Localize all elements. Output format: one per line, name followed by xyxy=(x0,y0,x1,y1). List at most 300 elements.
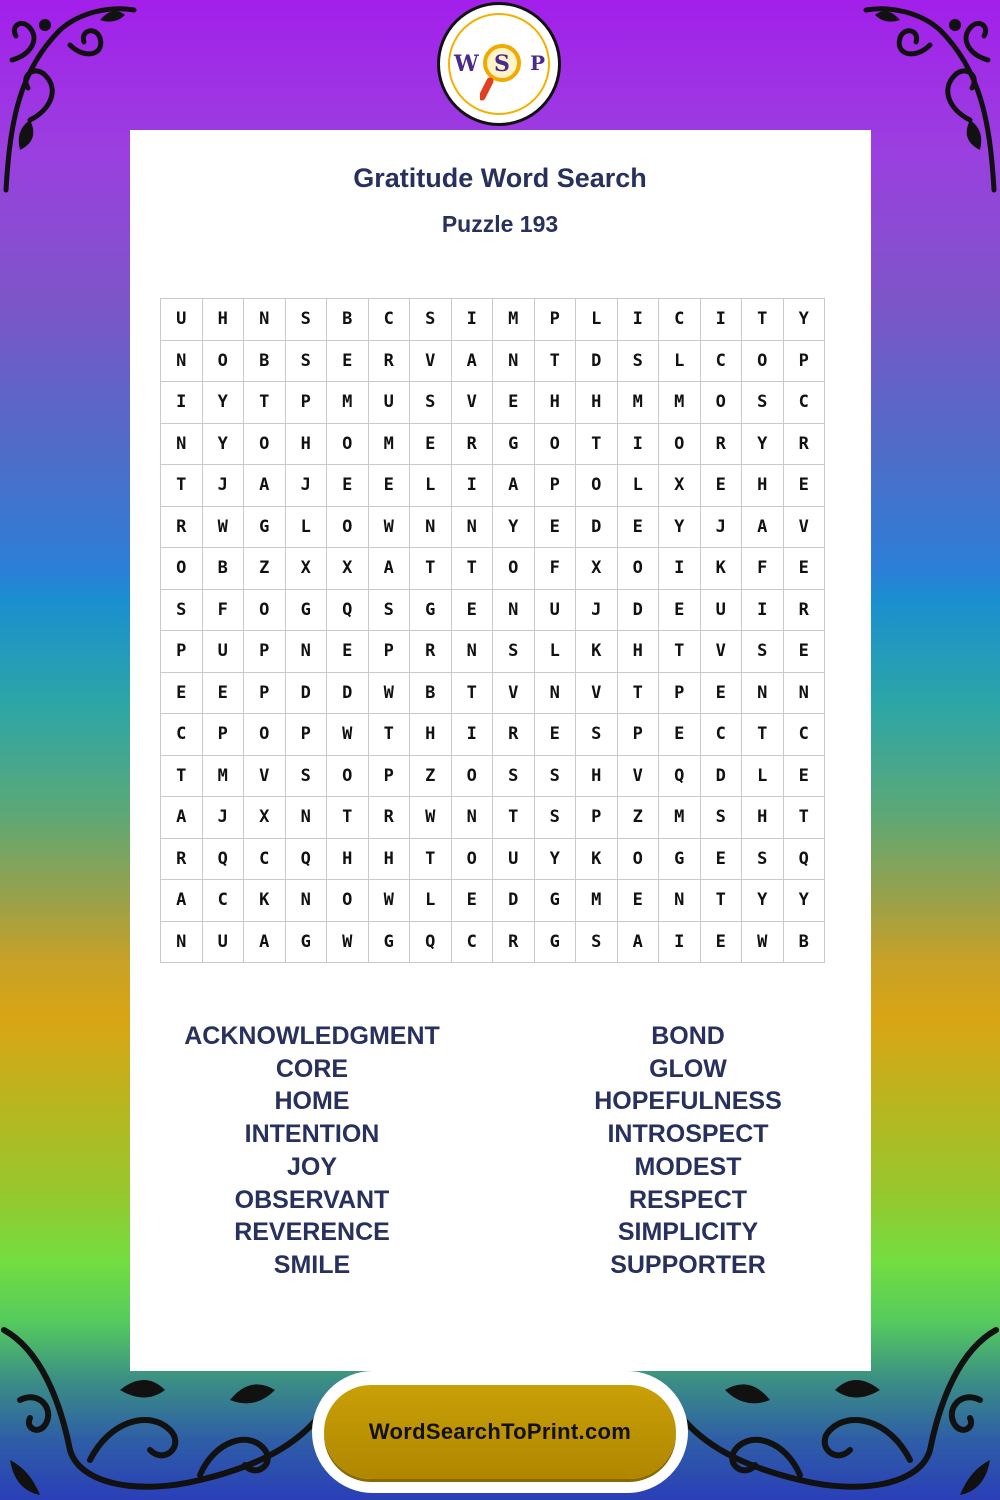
grid-cell[interactable]: U xyxy=(368,382,410,424)
grid-cell[interactable]: R xyxy=(368,797,410,839)
grid-cell[interactable]: J xyxy=(202,797,244,839)
grid-cell[interactable]: T xyxy=(493,797,535,839)
grid-cell[interactable]: Y xyxy=(202,423,244,465)
grid-cell[interactable]: E xyxy=(327,340,369,382)
grid-cell[interactable]: A xyxy=(493,465,535,507)
grid-cell[interactable]: S xyxy=(534,797,576,839)
grid-cell[interactable]: G xyxy=(534,921,576,963)
grid-cell[interactable]: T xyxy=(410,548,452,590)
grid-cell[interactable]: P xyxy=(202,714,244,756)
grid-cell[interactable]: T xyxy=(783,797,825,839)
grid-cell[interactable]: E xyxy=(368,465,410,507)
site-link-button[interactable] xyxy=(324,1385,676,1479)
grid-row xyxy=(161,506,825,548)
grid-cell[interactable]: C xyxy=(202,880,244,922)
logo-letter-w: W xyxy=(454,51,479,77)
grid-cell[interactable]: X xyxy=(285,548,327,590)
grid-cell[interactable]: V xyxy=(244,755,286,797)
grid-cell[interactable]: E xyxy=(659,589,701,631)
grid-row xyxy=(161,838,825,880)
grid-cell[interactable]: Y xyxy=(493,506,535,548)
grid-cell[interactable]: S xyxy=(285,340,327,382)
grid-cell[interactable]: G xyxy=(244,506,286,548)
grid-cell[interactable]: P xyxy=(368,755,410,797)
grid-cell[interactable]: M xyxy=(202,755,244,797)
grid-cell[interactable]: F xyxy=(202,589,244,631)
grid-cell[interactable]: L xyxy=(617,465,659,507)
grid-cell[interactable]: I xyxy=(742,589,784,631)
grid-cell[interactable]: X xyxy=(327,548,369,590)
grid-cell[interactable]: M xyxy=(368,423,410,465)
grid-cell[interactable]: O xyxy=(700,382,742,424)
grid-cell[interactable]: E xyxy=(617,506,659,548)
grid-cell[interactable]: G xyxy=(493,423,535,465)
grid-cell[interactable]: E xyxy=(783,631,825,673)
grid-cell[interactable]: N xyxy=(742,672,784,714)
grid-cell[interactable]: A xyxy=(742,506,784,548)
word-list-item: HOME xyxy=(274,1087,350,1116)
grid-cell[interactable]: O xyxy=(327,755,369,797)
grid-cell[interactable]: I xyxy=(700,299,742,341)
grid-cell[interactable]: E xyxy=(327,465,369,507)
grid-cell[interactable]: A xyxy=(244,921,286,963)
grid-cell[interactable]: N xyxy=(285,797,327,839)
grid-cell[interactable]: S xyxy=(493,755,535,797)
word-list-item: HOPEFULNESS xyxy=(594,1087,782,1116)
grid-cell[interactable]: P xyxy=(534,299,576,341)
page-title: Gratitude Word Search xyxy=(353,163,647,193)
grid-cell[interactable]: B xyxy=(410,672,452,714)
grid-cell[interactable]: K xyxy=(244,880,286,922)
grid-cell[interactable]: O xyxy=(327,506,369,548)
grid-cell[interactable]: P xyxy=(368,631,410,673)
grid-cell[interactable]: W xyxy=(742,921,784,963)
grid-cell[interactable]: T xyxy=(617,672,659,714)
grid-cell[interactable]: V xyxy=(700,631,742,673)
puzzle-number: Puzzle 193 xyxy=(441,211,559,237)
grid-cell[interactable]: O xyxy=(244,714,286,756)
word-list-item: JOY xyxy=(286,1152,338,1181)
grid-cell[interactable]: M xyxy=(659,797,701,839)
grid-cell[interactable]: S xyxy=(742,838,784,880)
grid-cell[interactable]: W xyxy=(368,506,410,548)
grid-row xyxy=(161,548,825,590)
grid-cell[interactable]: A xyxy=(161,880,203,922)
grid-cell[interactable]: P xyxy=(659,672,701,714)
grid-cell[interactable]: B xyxy=(327,299,369,341)
grid-cell[interactable]: N xyxy=(783,672,825,714)
grid-cell[interactable]: M xyxy=(576,880,618,922)
grid-cell[interactable]: Y xyxy=(742,423,784,465)
grid-cell[interactable]: J xyxy=(285,465,327,507)
grid-cell[interactable]: S xyxy=(534,755,576,797)
grid-cell[interactable]: A xyxy=(617,921,659,963)
grid-cell[interactable]: O xyxy=(327,423,369,465)
grid-cell[interactable]: M xyxy=(493,299,535,341)
grid-cell[interactable]: S xyxy=(285,299,327,341)
grid-cell[interactable]: E xyxy=(617,880,659,922)
grid-cell[interactable]: V xyxy=(451,382,493,424)
grid-cell[interactable]: L xyxy=(285,506,327,548)
grid-cell[interactable]: J xyxy=(576,589,618,631)
grid-cell[interactable]: P xyxy=(244,672,286,714)
grid-cell[interactable]: C xyxy=(161,714,203,756)
grid-cell[interactable]: L xyxy=(410,880,452,922)
grid-row xyxy=(161,465,825,507)
word-list-item: BOND xyxy=(651,1022,725,1050)
grid-cell[interactable]: W xyxy=(327,921,369,963)
grid-cell[interactable]: H xyxy=(742,797,784,839)
grid-cell[interactable]: P xyxy=(161,631,203,673)
grid-cell[interactable]: G xyxy=(285,589,327,631)
grid-cell[interactable]: E xyxy=(451,880,493,922)
grid-cell[interactable]: P xyxy=(576,797,618,839)
grid-cell[interactable]: Y xyxy=(783,880,825,922)
grid-cell[interactable]: O xyxy=(327,880,369,922)
grid-cell[interactable]: E xyxy=(700,465,742,507)
grid-cell[interactable]: H xyxy=(576,755,618,797)
grid-cell[interactable]: T xyxy=(659,631,701,673)
word-list-item: OBSERVANT xyxy=(234,1185,390,1214)
grid-cell[interactable]: Y xyxy=(742,880,784,922)
grid-cell[interactable]: S xyxy=(285,755,327,797)
word-list-item: SIMPLICITY xyxy=(617,1218,759,1247)
grid-cell[interactable]: E xyxy=(783,755,825,797)
grid-cell[interactable]: F xyxy=(534,548,576,590)
grid-cell[interactable]: L xyxy=(659,340,701,382)
grid-cell[interactable]: D xyxy=(617,589,659,631)
word-list-item: ACKNOWLEDGMENT xyxy=(184,1022,440,1050)
grid-cell[interactable]: N xyxy=(285,631,327,673)
grid-cell[interactable]: I xyxy=(617,299,659,341)
grid-cell[interactable]: T xyxy=(327,797,369,839)
grid-cell[interactable]: V xyxy=(783,506,825,548)
grid-cell[interactable]: E xyxy=(202,672,244,714)
grid-cell[interactable]: M xyxy=(659,382,701,424)
grid-cell[interactable]: G xyxy=(285,921,327,963)
grid-cell[interactable]: T xyxy=(742,714,784,756)
grid-cell[interactable]: R xyxy=(493,921,535,963)
grid-cell[interactable]: N xyxy=(410,506,452,548)
grid-cell[interactable]: O xyxy=(161,548,203,590)
grid-row xyxy=(161,423,825,465)
grid-cell[interactable]: U xyxy=(202,631,244,673)
grid-cell[interactable]: U xyxy=(700,589,742,631)
grid-cell[interactable]: O xyxy=(493,548,535,590)
grid-cell[interactable]: J xyxy=(202,465,244,507)
grid-cell[interactable]: T xyxy=(451,672,493,714)
grid-cell[interactable]: C xyxy=(700,714,742,756)
grid-cell[interactable]: R xyxy=(161,506,203,548)
word-list-item: MODEST xyxy=(634,1152,742,1181)
grid-cell[interactable]: L xyxy=(742,755,784,797)
grid-cell[interactable]: N xyxy=(161,921,203,963)
grid-cell[interactable]: T xyxy=(534,340,576,382)
grid-cell[interactable]: E xyxy=(161,672,203,714)
grid-cell[interactable]: N xyxy=(451,506,493,548)
grid-cell[interactable]: I xyxy=(659,548,701,590)
grid-cell[interactable]: G xyxy=(659,838,701,880)
grid-cell[interactable]: H xyxy=(410,714,452,756)
grid-cell[interactable]: F xyxy=(742,548,784,590)
grid-cell[interactable]: T xyxy=(742,299,784,341)
grid-row xyxy=(161,299,825,341)
grid-cell[interactable]: E xyxy=(783,465,825,507)
grid-cell[interactable]: P xyxy=(285,714,327,756)
grid-cell[interactable]: S xyxy=(700,797,742,839)
grid-row xyxy=(161,797,825,839)
grid-cell[interactable]: V xyxy=(617,755,659,797)
grid-cell[interactable]: I xyxy=(161,382,203,424)
grid-cell[interactable]: E xyxy=(327,631,369,673)
grid-cell[interactable]: H xyxy=(617,631,659,673)
grid-cell[interactable]: W xyxy=(327,714,369,756)
grid-cell[interactable]: C xyxy=(700,340,742,382)
grid-cell[interactable]: R xyxy=(161,838,203,880)
grid-cell[interactable]: K xyxy=(700,548,742,590)
grid-cell[interactable]: A xyxy=(161,797,203,839)
grid-cell[interactable]: S xyxy=(161,589,203,631)
grid-cell[interactable]: P xyxy=(783,340,825,382)
grid-cell[interactable]: S xyxy=(410,299,452,341)
grid-cell[interactable]: I xyxy=(659,921,701,963)
grid-cell[interactable]: B xyxy=(202,548,244,590)
grid-cell[interactable]: T xyxy=(576,423,618,465)
grid-cell[interactable]: X xyxy=(659,465,701,507)
grid-cell[interactable]: N xyxy=(244,299,286,341)
grid-cell[interactable]: N xyxy=(161,340,203,382)
grid-cell[interactable]: D xyxy=(285,672,327,714)
grid-cell[interactable]: T xyxy=(700,880,742,922)
grid-cell[interactable]: T xyxy=(368,714,410,756)
grid-cell[interactable]: C xyxy=(659,299,701,341)
grid-cell[interactable]: Y xyxy=(534,838,576,880)
grid-cell[interactable]: A xyxy=(244,465,286,507)
grid-cell[interactable]: Z xyxy=(410,755,452,797)
grid-cell[interactable]: O xyxy=(534,423,576,465)
grid-row xyxy=(161,880,825,922)
grid-cell[interactable]: N xyxy=(534,672,576,714)
grid-cell[interactable]: E xyxy=(700,672,742,714)
grid-cell[interactable]: K xyxy=(576,838,618,880)
word-list-item: SMILE xyxy=(273,1250,351,1279)
grid-cell[interactable]: N xyxy=(451,631,493,673)
grid-cell[interactable]: S xyxy=(410,382,452,424)
grid-cell[interactable]: S xyxy=(368,589,410,631)
grid-cell[interactable]: O xyxy=(617,838,659,880)
grid-cell[interactable]: C xyxy=(451,921,493,963)
grid-cell[interactable]: R xyxy=(783,589,825,631)
grid-cell[interactable]: D xyxy=(576,506,618,548)
grid-cell[interactable]: N xyxy=(285,880,327,922)
grid-row xyxy=(161,921,825,963)
grid-cell[interactable]: O xyxy=(576,465,618,507)
grid-cell[interactable]: D xyxy=(576,340,618,382)
grid-cell[interactable]: E xyxy=(700,838,742,880)
grid-cell[interactable]: N xyxy=(493,340,535,382)
grid-row xyxy=(161,631,825,673)
grid-cell[interactable]: S xyxy=(493,631,535,673)
grid-cell[interactable]: U xyxy=(161,299,203,341)
grid-cell[interactable]: Q xyxy=(327,589,369,631)
grid-row xyxy=(161,589,825,631)
grid-cell[interactable]: E xyxy=(783,548,825,590)
grid-cell[interactable]: D xyxy=(700,755,742,797)
grid-cell[interactable]: Y xyxy=(202,382,244,424)
grid-cell[interactable]: O xyxy=(202,340,244,382)
grid-cell[interactable]: R xyxy=(410,631,452,673)
grid-cell[interactable]: B xyxy=(783,921,825,963)
grid-cell[interactable]: N xyxy=(659,880,701,922)
grid-cell[interactable]: R xyxy=(368,340,410,382)
grid-cell[interactable]: O xyxy=(451,755,493,797)
grid-cell[interactable]: N xyxy=(451,797,493,839)
grid-cell[interactable]: H xyxy=(368,838,410,880)
grid-row xyxy=(161,672,825,714)
grid-cell[interactable]: O xyxy=(659,423,701,465)
grid-cell[interactable]: E xyxy=(410,423,452,465)
site-link-label: WordSearchToPrint.com xyxy=(368,1419,632,1444)
grid-cell[interactable]: T xyxy=(410,838,452,880)
grid-cell[interactable]: W xyxy=(410,797,452,839)
grid-cell[interactable]: V xyxy=(410,340,452,382)
grid-cell[interactable]: G xyxy=(410,589,452,631)
grid-cell[interactable]: O xyxy=(617,548,659,590)
word-list-left xyxy=(152,1020,472,1282)
grid-cell[interactable]: U xyxy=(202,921,244,963)
word-list-item: GLOW xyxy=(649,1054,727,1083)
grid-cell[interactable]: V xyxy=(576,672,618,714)
grid-cell[interactable]: D xyxy=(327,672,369,714)
grid-cell[interactable]: S xyxy=(617,340,659,382)
grid-row xyxy=(161,714,825,756)
grid-row xyxy=(161,755,825,797)
grid-cell[interactable]: K xyxy=(576,631,618,673)
grid-cell[interactable]: X xyxy=(576,548,618,590)
grid-cell[interactable]: J xyxy=(700,506,742,548)
grid-cell[interactable]: A xyxy=(368,548,410,590)
grid-cell[interactable]: M xyxy=(617,382,659,424)
grid-cell[interactable]: E xyxy=(700,921,742,963)
grid-cell[interactable]: S xyxy=(576,714,618,756)
grid-cell[interactable]: A xyxy=(451,340,493,382)
grid-cell[interactable]: R xyxy=(783,423,825,465)
grid-cell[interactable]: W xyxy=(368,672,410,714)
grid-cell[interactable]: G xyxy=(368,921,410,963)
grid-cell[interactable]: E xyxy=(534,506,576,548)
grid-row xyxy=(161,382,825,424)
grid-cell[interactable]: N xyxy=(493,589,535,631)
grid-cell[interactable]: Z xyxy=(244,548,286,590)
grid-cell[interactable]: H xyxy=(327,838,369,880)
grid-cell[interactable]: L xyxy=(410,465,452,507)
grid-cell[interactable]: E xyxy=(534,714,576,756)
grid-cell[interactable]: P xyxy=(285,382,327,424)
grid-cell[interactable]: W xyxy=(368,880,410,922)
grid-cell[interactable]: O xyxy=(244,423,286,465)
grid-cell[interactable]: R xyxy=(451,423,493,465)
grid-cell[interactable]: R xyxy=(700,423,742,465)
grid-cell[interactable]: N xyxy=(161,423,203,465)
grid-cell[interactable]: U xyxy=(534,589,576,631)
grid-cell[interactable]: Z xyxy=(617,797,659,839)
word-list-item: RESPECT xyxy=(628,1185,748,1214)
grid-cell[interactable]: H xyxy=(742,465,784,507)
grid-cell[interactable]: Q xyxy=(783,838,825,880)
grid-cell[interactable]: X xyxy=(244,797,286,839)
grid-cell[interactable]: E xyxy=(659,714,701,756)
grid-cell[interactable]: B xyxy=(244,340,286,382)
logo-letter-p: P xyxy=(530,51,546,75)
grid-cell[interactable]: S xyxy=(576,921,618,963)
grid-cell[interactable]: L xyxy=(534,631,576,673)
grid-cell[interactable]: S xyxy=(742,631,784,673)
grid-cell[interactable]: O xyxy=(742,340,784,382)
grid-cell[interactable]: M xyxy=(327,382,369,424)
grid-cell[interactable]: Q xyxy=(410,921,452,963)
grid-cell[interactable]: Y xyxy=(783,299,825,341)
grid-cell[interactable]: P xyxy=(617,714,659,756)
grid-cell[interactable]: E xyxy=(493,382,535,424)
grid-cell[interactable]: H xyxy=(576,382,618,424)
grid-cell[interactable]: P xyxy=(534,465,576,507)
grid-cell[interactable]: C xyxy=(244,838,286,880)
grid-cell[interactable]: H xyxy=(202,299,244,341)
word-list-item: INTROSPECT xyxy=(607,1120,769,1149)
grid-cell[interactable]: Q xyxy=(285,838,327,880)
grid-cell[interactable]: H xyxy=(534,382,576,424)
grid-cell[interactable]: O xyxy=(244,589,286,631)
grid-cell[interactable]: C xyxy=(368,299,410,341)
grid-cell[interactable]: T xyxy=(161,755,203,797)
site-badge xyxy=(312,1371,688,1493)
word-list-item: SUPPORTER xyxy=(610,1250,766,1279)
grid-cell[interactable]: V xyxy=(493,672,535,714)
grid-cell[interactable]: W xyxy=(202,506,244,548)
grid-cell[interactable]: I xyxy=(451,714,493,756)
grid-cell[interactable]: R xyxy=(493,714,535,756)
word-list-right xyxy=(528,1020,848,1282)
word-list-item: REVERENCE xyxy=(234,1218,390,1247)
grid-cell[interactable]: I xyxy=(451,299,493,341)
grid-cell[interactable]: O xyxy=(451,838,493,880)
grid-cell[interactable]: C xyxy=(783,714,825,756)
grid-cell[interactable]: P xyxy=(244,631,286,673)
grid-cell[interactable]: D xyxy=(493,880,535,922)
grid-cell[interactable]: I xyxy=(451,465,493,507)
grid-cell[interactable]: E xyxy=(451,589,493,631)
grid-cell[interactable]: I xyxy=(617,423,659,465)
grid-cell[interactable]: C xyxy=(783,382,825,424)
grid-cell[interactable]: S xyxy=(742,382,784,424)
grid-cell[interactable]: T xyxy=(451,548,493,590)
word-list-item: INTENTION xyxy=(244,1120,380,1149)
grid-cell[interactable]: U xyxy=(493,838,535,880)
site-logo[interactable] xyxy=(437,2,561,126)
grid-cell[interactable]: G xyxy=(534,880,576,922)
grid-cell[interactable]: Y xyxy=(659,506,701,548)
letter-grid[interactable] xyxy=(160,298,825,963)
grid-cell[interactable]: Q xyxy=(659,755,701,797)
grid-cell[interactable]: Q xyxy=(202,838,244,880)
grid-cell[interactable]: L xyxy=(576,299,618,341)
grid-row xyxy=(161,340,825,382)
logo-letter-s: S xyxy=(494,51,510,77)
grid-cell[interactable]: T xyxy=(244,382,286,424)
grid-cell[interactable]: H xyxy=(285,423,327,465)
word-list-item: CORE xyxy=(275,1054,349,1083)
grid-cell[interactable]: T xyxy=(161,465,203,507)
